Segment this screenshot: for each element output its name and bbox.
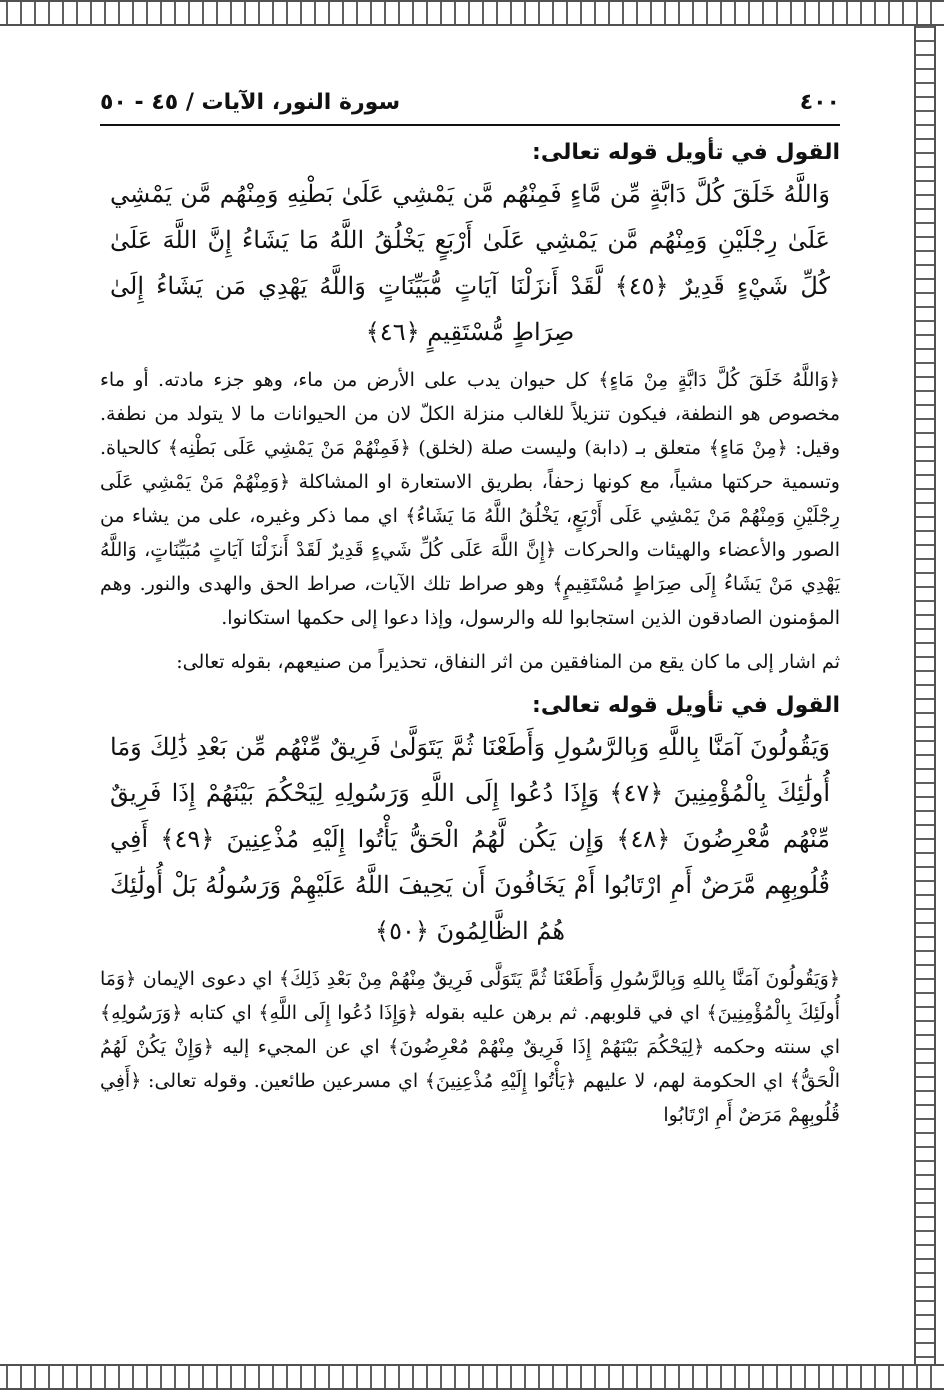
page-header — [100, 80, 840, 126]
bottom-ornament-border — [0, 1364, 944, 1390]
right-ornament-border — [914, 26, 936, 1364]
top-ornament-border — [0, 0, 944, 26]
page-number: ٤٠٠ — [799, 89, 840, 115]
running-title: سورة النور، الآيات / ٤٥ - ٥٠ — [100, 89, 401, 115]
quran-verse-block-1: وَاللَّهُ خَلَقَ كُلَّ دَابَّةٍ مِّن مَّاءٍ فَمِنْهُم مَّن يَمْشِي عَلَىٰ بَطْنِهِ وَمِنْهُم مَّن يَمْشِي عَلَىٰ رِجْلَيْنِ وَمِنْهُم مَّن يَمْشِي عَلَىٰ أَرْبَعٍ يَخْلُقُ اللَّهُ مَا يَشَاءُ إِنَّ اللَّهَ عَلَىٰ كُلِّ شَيْءٍ قَدِيرٌ ﴿٤٥﴾ لَّقَدْ أَنزَلْنَا آيَاتٍ مُّبَيِّنَاتٍ وَاللَّهُ يَهْدِي مَن يَشَاءُ إِلَىٰ صِرَاطٍ مُّسْتَقِيمٍ ﴿٤٦﴾ — [110, 180, 830, 346]
page-content — [100, 80, 840, 1340]
commentary-paragraph-3: ﴿وَيَقُولُونَ آمَنَّا بِاللهِ وَبِالرَّسُولِ وَأَطَعْنَا ثُمَّ يَتَوَلَّى فَرِيقٌ مِنْهُمْ مِنْ بَعْدِ ذَلِكَ﴾ اي دعوى الإيمان ﴿وَمَا أُولَئِكَ بِالْمُؤْمِنِينَ﴾ اي في قلوبهم. ثم برهن عليه بقوله ﴿وَإِذَا دُعُوا إِلَى اللَّهِ﴾ اي كتابه ﴿وَرَسُولِهِ﴾ اي سنته وحكمه ﴿لِيَحْكُمَ بَيْنَهُمْ إِذَا فَرِيقٌ مِنْهُمْ مُعْرِضُونَ﴾ اي عن المجيء إليه ﴿وَإِنْ يَكُنْ لَهُمُ الْحَقُّ﴾ اي الحكومة لهم، لا عليهم ﴿يَأْتُوا إِلَيْهِ مُذْعِنِينَ﴾ اي مسرعين طائعين. وقوله تعالى: ﴿أَفِي قُلُوبِهِمْ مَرَضٌ أَمِ ارْتَابُوا — [100, 968, 840, 1126]
section-heading-2: القول في تأويل قوله تعالى: — [532, 693, 840, 718]
commentary-paragraph-2: ثم اشار إلى ما كان يقع من المنافقين من اثر النفاق، تحذيراً من صنيعهم، بقوله تعالى: — [176, 651, 840, 673]
commentary-paragraph-1: ﴿وَاللَّهُ خَلَقَ كُلَّ دَابَّةٍ مِنْ مَاءٍ﴾ كل حيوان يدب على الأرض من ماء، وهو جزء مادته. أو ماء مخصوص هو النطفة، فيكون تنزيلاً للغالب منزلة الكلّ لان من الحيوانات ما لا يتولد من نطفة. وقيل: ﴿مِنْ مَاءٍ﴾ متعلق بـ (دابة) وليست صلة (لخلق) ﴿فَمِنْهُمْ مَنْ يَمْشِي عَلَى بَطْنِه﴾ كالحياة. وتسمية حركتها مشياً، مع كونها زحفاً، بطريق الاستعارة او المشاكلة ﴿وَمِنْهُمْ مَنْ يَمْشِي عَلَى رِجْلَيْنِ وَمِنْهُمْ مَنْ يَمْشِي عَلَى أَرْبَعٍ، يَخْلُقُ اللَّهُ مَا يَشَاءُ﴾ اي مما ذكر وغيره، على من يشاء من الصور والأعضاء والهيئات والحركات ﴿إِنَّ اللَّهَ عَلَى كُلِّ شَيءٍ قَدِيرٌ لَقَدْ أَنزَلْنَا آيَاتٍ مُبَيِّنَاتٍ، وَاللَّهُ يَهْدِي مَنْ يَشَاءُ إِلَى صِرَاطٍ مُسْتَقِيمٍ﴾ وهو صراط تلك الآيات، صراط الحق والهدى والنور. وهم المؤمنون الصادقون الذين استجابوا لله والرسول، وإذا دعوا إلى حكمها استكانوا. — [100, 369, 841, 629]
quran-verse-block-2: وَيَقُولُونَ آمَنَّا بِاللَّهِ وَبِالرَّسُولِ وَأَطَعْنَا ثُمَّ يَتَوَلَّىٰ فَرِيقٌ مِّنْهُم مِّن بَعْدِ ذَٰلِكَ وَمَا أُولَٰئِكَ بِالْمُؤْمِنِينَ ﴿٤٧﴾ وَإِذَا دُعُوا إِلَى اللَّهِ وَرَسُولِهِ لِيَحْكُمَ بَيْنَهُمْ إِذَا فَرِيقٌ مِّنْهُم مُّعْرِضُونَ ﴿٤٨﴾ وَإِن يَكُن لَّهُمُ الْحَقُّ يَأْتُوا إِلَيْهِ مُذْعِنِينَ ﴿٤٩﴾ أَفِي قُلُوبِهِم مَّرَضٌ أَمِ ارْتَابُوا أَمْ يَخَافُونَ أَن يَحِيفَ اللَّهُ عَلَيْهِمْ وَرَسُولُهُ بَلْ أُولَٰئِكَ هُمُ الظَّالِمُونَ ﴿٥٠﴾ — [110, 733, 831, 945]
section-heading-1: القول في تأويل قوله تعالى: — [532, 140, 840, 165]
